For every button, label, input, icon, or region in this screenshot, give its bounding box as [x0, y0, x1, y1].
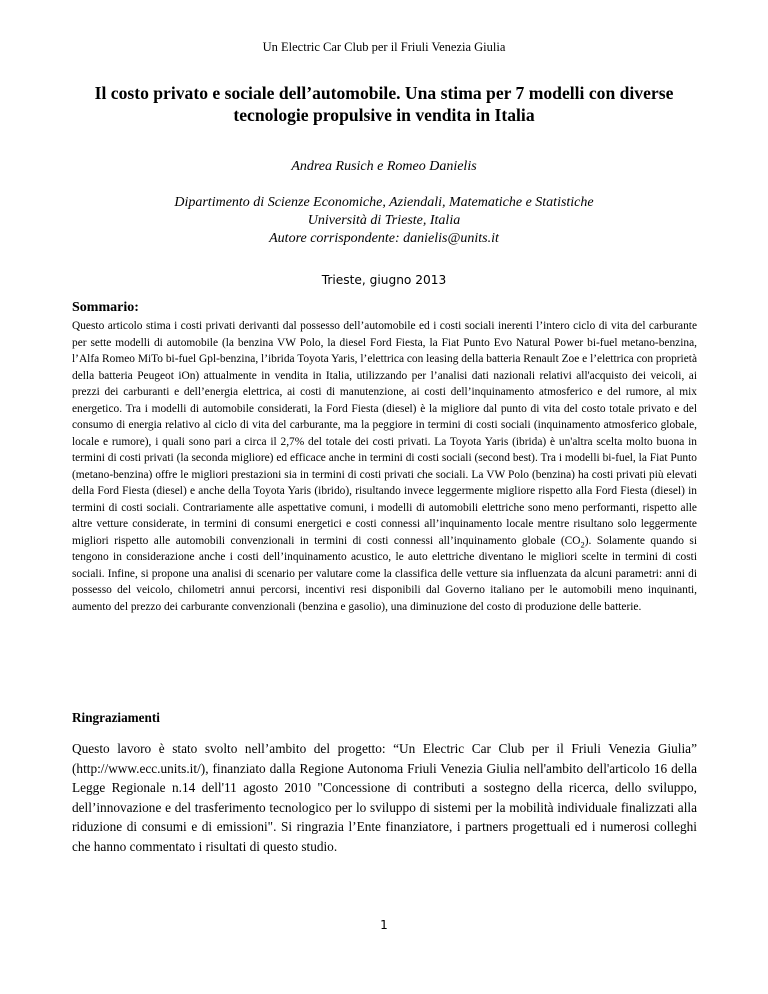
page-number: 1: [380, 918, 388, 932]
place-date: Trieste, giugno 2013: [321, 273, 447, 287]
co2-subscript: 2: [580, 538, 585, 549]
acknowledgements-body: Questo lavoro è stato svolto nell’ambito del progetto: “Un Electric Car Club per il Friuli Venezia Giulia” (http://www.ecc.units.it/), finanziato dalla Regione Autonoma Friuli Venezia Giulia nell'ambito dell'articolo 16 della Legge Regionale n.14 dell'11 agosto 2010 "Concessione di contributi a sostegno della ricerca, dello sviluppo, dell’innovazione e del trasferimento tecnologico per lo sviluppo di sistemi per la mobilità individuale finalizzati alla riduzione di consumi e di emissioni". Si ringrazia l’Ente finanziatore, i partners progettuali ed i numerosi colleghi che hanno commentato i risultati di questo studio.: [72, 741, 697, 854]
paper-title: [70, 82, 698, 126]
running-header: Un Electric Car Club per il Friuli Venezia Giulia: [262, 40, 506, 54]
abstract-heading: Sommario:: [72, 300, 139, 315]
corresponding-author: Autore corrispondente: danielis@units.it: [269, 231, 499, 246]
abstract-text-part-1: Questo articolo stima i costi privati derivanti dal possesso dell’automobile ed i costi sociali inerenti l’intero ciclo di vita del carburante per sette modelli di automobile (la benzina VW Polo, la diesel Ford Fiesta, la Fiat Punto Evo Natural Power bi-fuel metano-benzina, l’Alfa Romeo MiTo bi-fuel Gpl-benzina, l’ibrida Toyota Yaris, l’elettrica con leasing della batteria Renault Zoe e l’elettrica con proprietà della batteria Peugeot iOn) attualmente in vendita in Italia, utilizzando per l’analisi dati nazionali relativi all'acquisto dei veicoli, ai prezzi dei carburanti e dell’energia elettrica, ai costi di manutenzione, ai costi dell’inquinamento atmosferico e del rumore, al mix energetico. Tra i modelli di automobile considerati, la Ford Fiesta (diesel) è la migliore dal punto di vita del costo totale privato e del consumo di energia relativo al ciclo di vita del carburante, ma la peggiore in termini di costi sociali (inquinamento atmosferico globale, locale e rumore), i quali sono pari a circa il 2,7% del totale dei costi privati. La Toyota Yaris (ibrida) è un'altra scelta molto buona in termini di costi privati (la seconda migliore) ed efficace anche in termini di costi sociali (second best). Tra i modelli bi-fuel, la Fiat Punto (metano-benzina) offre le migliori prestazioni sia in termini di costi privati che sociali. La VW Polo (benzina) ha costi privati più elevati della Ford Fiesta (diesel) e anche della Toyota Yaris (ibrido), risultando invece leggermente migliore rispetto alla Ford Fiesta (diesel) in termini di costi sociali. Contrariamente alle aspettative comuni, i modelli di automobili elettriche sono meno performanti, rispetto alle altre vetture considerate, in termini di consumi energetici e costi connessi all’inquinamento locale mentre risultano solo leggermente migliori rispetto alle automobili convenzionali in termini di costi connessi all’inquinamento globale (CO: [72, 320, 697, 547]
affiliation-department: Dipartimento di Scienze Economiche, Aziendali, Matematiche e Statistiche: [174, 195, 594, 210]
authors: Andrea Rusich e Romeo Danielis: [291, 159, 477, 174]
paper-title-line-2: tecnologie propulsive in vendita in Italia: [233, 105, 535, 125]
acknowledgements-heading: Ringraziamenti: [72, 710, 160, 725]
paper-title-line-1: Il costo privato e sociale dell’automobile. Una stima per 7 modelli con diverse: [94, 83, 674, 103]
abstract-text-part-2: ). Solamente quando si tengono in considerazione anche i costi dell’inquinamento acustico, le auto elettriche diventano le migliori scelte in termini di costi sociali. Infine, si propone una analisi di scenario per valutare come la classifica delle vetture sia influenzata da alcuni parametri: anni di possesso del veicolo, chilometri annui percorsi, incentivi resi disponibili dal Governo italiano per le automobili meno inquinanti, aumento del prezzo dei carburante convenzionali (benzina e gasolio), una diminuzione del costo di produzione delle batterie.: [72, 534, 698, 613]
abstract-body: [72, 318, 697, 615]
affiliation: [0, 194, 768, 248]
affiliation-university: Università di Trieste, Italia: [307, 213, 461, 228]
